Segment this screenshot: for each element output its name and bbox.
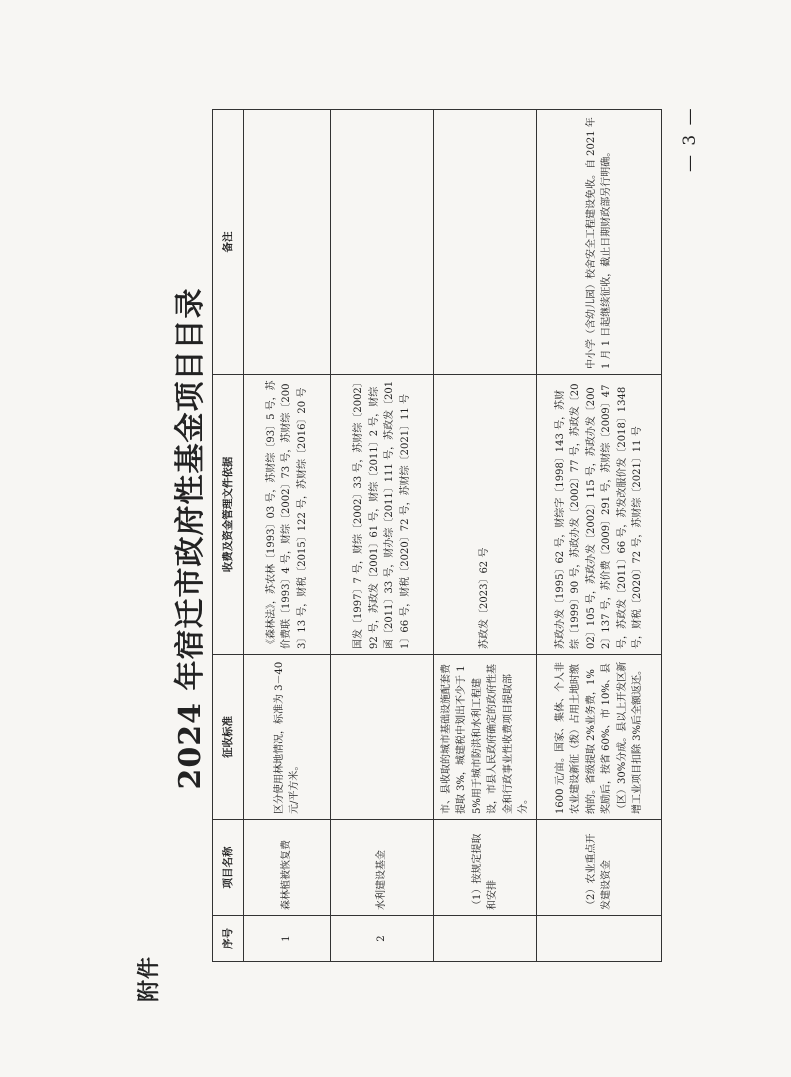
page-number: — 3 — [680, 106, 700, 172]
column-header-seq: 序号 [213, 916, 244, 962]
table-row [331, 110, 434, 962]
table-row [434, 110, 537, 962]
fund-catalog-table [212, 109, 662, 962]
row-project-name: 森林植被恢复费 [244, 820, 331, 916]
row-project-name: （2）农业重点开发建设资金 [537, 820, 662, 916]
row-standard: 市、县收取的城市基础设施配套费提取 3%，城建税中划出不少于 15%用于城市防洪和水利工程建设，市县人民政府确定的政府性基金和行政事业性收费项目提取部分。 [434, 655, 537, 820]
row-standard [331, 655, 434, 820]
row-note: 中小学（含幼儿园）校舍安全工程建设免收。自 2021 年 1 月 1 日起继续征收，截止日期财政部另行明确。 [537, 110, 662, 375]
page-title: 2024 年宿迁市政府性基金项目目录 [173, 287, 208, 790]
row-basis: 国发〔1997〕7 号，财综〔2002〕33 号，苏财综〔2002〕92 号，苏政发〔2001〕61 号，财综〔2011〕2 号，财综函〔2011〕33 号，财办综〔2011〕111 号，苏政发〔2011〕66 号，财税〔2020〕72 号，苏财综〔2021〕11 号 [331, 375, 434, 655]
row-basis: 苏政办发〔1995〕62 号，财综字〔1998〕143 号，苏财综〔1999〕90 号，苏政办发〔2002〕77 号，苏政发〔2002〕105 号，苏政办发〔2002〕115 号，苏政办发〔2002〕137 号，苏价费〔2009〕291 号，苏财综〔2009〕47 号，苏政发〔2011〕66 号，苏发改服价发〔2018〕1348 号，财税〔2020〕72 号，苏财综〔2021〕11 号 [537, 375, 662, 655]
row-seq [537, 916, 662, 962]
column-header-standard: 征收标准 [213, 655, 244, 820]
row-project-name: （1）按规定提取和安排 [434, 820, 537, 916]
row-basis: 《森林法》，苏农林〔1993〕03 号，苏财综〔93〕5 号，苏价费联〔1993〕4 号，财综〔2002〕73 号，苏财综〔2003〕13 号，财税〔2015〕122 号，苏财综〔2016〕20 号 [244, 375, 331, 655]
row-note [434, 110, 537, 375]
column-header-basis: 收费及资金管理文件依据 [213, 375, 244, 655]
table-header-row [213, 110, 244, 962]
column-header-note: 备注 [213, 110, 244, 375]
row-seq: 2 [331, 916, 434, 962]
attachment-label: 附件 [136, 955, 162, 1002]
row-note [244, 110, 331, 375]
column-header-name: 项目名称 [213, 820, 244, 916]
table-row [244, 110, 331, 962]
table-row [537, 110, 662, 962]
row-standard: 1600 元/亩。国家、集体、个人非农业建设新征（拨）占用土地时缴纳的。省级提取 2%业务费，1%奖励后，按省 60%、市 10%、县（区）30%分成。县以上开发区新增工业项目扣除 3%后全额返还。 [537, 655, 662, 820]
row-note [331, 110, 434, 375]
row-project-name: 水利建设基金 [331, 820, 434, 916]
row-seq [434, 916, 537, 962]
row-standard: 区分使用林地情况，标准为 3－40 元/平方米。 [244, 655, 331, 820]
row-basis: 苏政发〔2023〕62 号 [434, 375, 537, 655]
row-seq: 1 [244, 916, 331, 962]
